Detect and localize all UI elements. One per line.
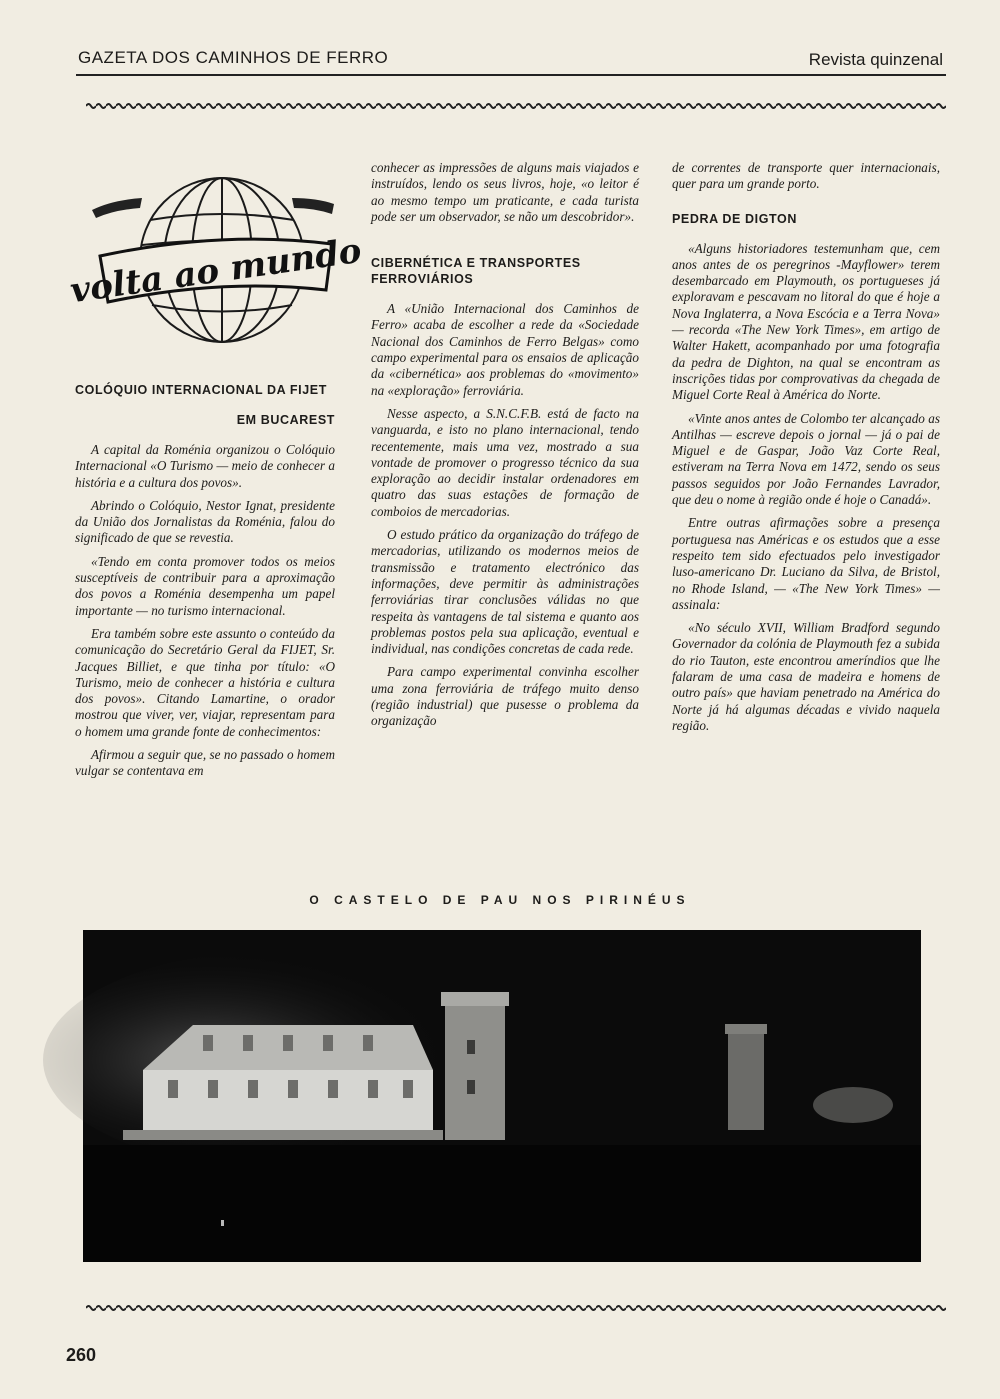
castle-night-photo bbox=[83, 930, 921, 1262]
article-3-heading: PEDRA DE DIGTON bbox=[672, 211, 797, 226]
bottom-ornament-border bbox=[86, 1304, 946, 1312]
magazine-title: GAZETA DOS CAMINHOS DE FERRO bbox=[78, 48, 389, 67]
page-number: 260 bbox=[66, 1345, 97, 1365]
article-1-paragraph: A capital da Roménia organizou o Colóquio Internacional «O Turismo — meio de conhecer a história e a cultura dos povos». bbox=[75, 442, 335, 490]
article-1-heading: COLÓQUIO INTERNACIONAL DA FIJET bbox=[75, 383, 327, 397]
article-2-paragraph: A «União Internacional dos Caminhos de Ferro» acaba de escolher a rede da «Sociedade Nacional dos Caminhos de Ferro Belgas» como campo experimental para os ensaios de aplicação da «cibernética» aos problemas do «movimento» na «exploração» ferroviária. bbox=[371, 301, 639, 398]
logo-text: volta ao mundo bbox=[67, 230, 364, 312]
column-2 bbox=[371, 160, 639, 737]
photo-caption: O CASTELO DE PAU NOS PIRINÉUS bbox=[309, 893, 691, 907]
article-2-paragraph: O estudo prático da organização do tráfego de mercadorias, utilizando os modernos meios de transmissão e tratamento electrónico das informações, deve permitir às administrações ferroviárias tirar conclusões válidas no que respeita às vantagens de tal sistema e quanto aos problemas postos pela sua aplicação, eventual e individual, nas condições concretas de cada rede. bbox=[371, 527, 639, 657]
article-2-paragraph: Para campo experimental convinha escolher uma zona ferroviária de tráfego muito denso (região industrial) que pusesse o problema da organização bbox=[371, 664, 639, 729]
article-2-heading: CIBERNÉTICA E TRANSPORTES FERROVIÁRIOS bbox=[371, 256, 581, 287]
volta-ao-mundo-logo bbox=[67, 160, 364, 352]
article-3-paragraph: «No século XVII, William Bradford segundo Governador da colónia de Playmouth fez a subida do rio Tauton, este encontrou ameríndios que lhe falaram de uma casa de madeira e homens de outro país» que haviam penetrado na América do Norte já há algumas décadas e vivido naquela região. bbox=[672, 620, 940, 733]
article-1-paragraph: Abrindo o Colóquio, Nestor Ignat, presidente da União dos Jornalistas da Roménia, falou do significado de que se revestia. bbox=[75, 497, 335, 546]
column-3 bbox=[672, 160, 940, 741]
article-2-continuation: de correntes de transporte quer internacionais, quer para um grande porto. bbox=[672, 160, 940, 192]
article-3-paragraph: «Alguns historiadores testemunham que, cem anos antes de os peregrinos -Mayflower» terem desembarcado em Playmouth, os portugueses já exploravam e pescavam no litoral do que é hoje a Nova Inglaterra, a Nova Escócia e a Terra Nova» — recorda «The New York Times», em artigo de Walter Hakett, acompanhado por uma fotografia da pedra de Dighton, na qual se encontram as inscrições tidas por comprovativas da chegada de Miguel Corte Real à América do Norte. bbox=[672, 240, 940, 403]
article-1-paragraph: «Tendo em conta promover todos os meios susceptíveis de contribuir para a aproximação dos povos a Roménia desempenha um papel importante — no turismo internacional. bbox=[75, 553, 335, 618]
article-2-paragraph: Nesse aspecto, a S.N.C.F.B. está de facto na vanguarda, e isto no plano internacional, tendo recentemente, mais uma vez, mostrado a sua vontade de promover o progresso técnico da sua exploração ao decidir instalar ordenadores em quatro das suas estações de formação de comboios de mercadorias. bbox=[371, 405, 639, 519]
article-1-paragraph: Afirmou a seguir que, se no passado o homem vulgar se contentava em bbox=[75, 747, 335, 779]
magazine-subtitle: Revista quinzenal bbox=[808, 50, 943, 69]
column-1 bbox=[75, 382, 335, 787]
article-3-paragraph: «Vinte anos antes de Colombo ter alcançado as Antilhas — escreve depois o jornal — já o pai de Miguel e de Gaspar, João Vaz Corte Real, estiveram na Terra Nova em 1472, sendo os seus passos seguidos por João Fernandes Lavrador, que deu o nome à região onde é hoje o Canadá». bbox=[672, 410, 940, 508]
article-1-subheading: EM BUCAREST bbox=[236, 413, 335, 427]
article-3-paragraph: Entre outras afirmações sobre a presença portuguesa nas Américas e os estudos que a esse respeito tem sido efectuados pelo investigador luso-americano Dr. Luciano da Silva, de Bristol, no Rhode Island, — «The New York Times» — assinala: bbox=[672, 515, 940, 612]
header-rule bbox=[76, 74, 946, 76]
article-1-paragraph: Era também sobre este assunto o conteúdo da comunicação do Secretário Geral da FIJET, Sr. Jacques Billiet, e que tinha por título: «O Turismo, meio de conhecer a história e cultura dos povos». Citando Lamartine, o orador mostrou que viver, ver, viajar, representam para o homem uma grande fonte de conhecimentos: bbox=[75, 625, 335, 739]
top-ornament-border bbox=[86, 102, 946, 110]
article-1-continuation: conhecer as impressões de alguns mais viajados e instruídos, lendo os seus livros, hoje, «o leitor é ao mesmo tempo um praticante, e cada turista pode ser um observador, se não um descobridor». bbox=[371, 160, 639, 224]
